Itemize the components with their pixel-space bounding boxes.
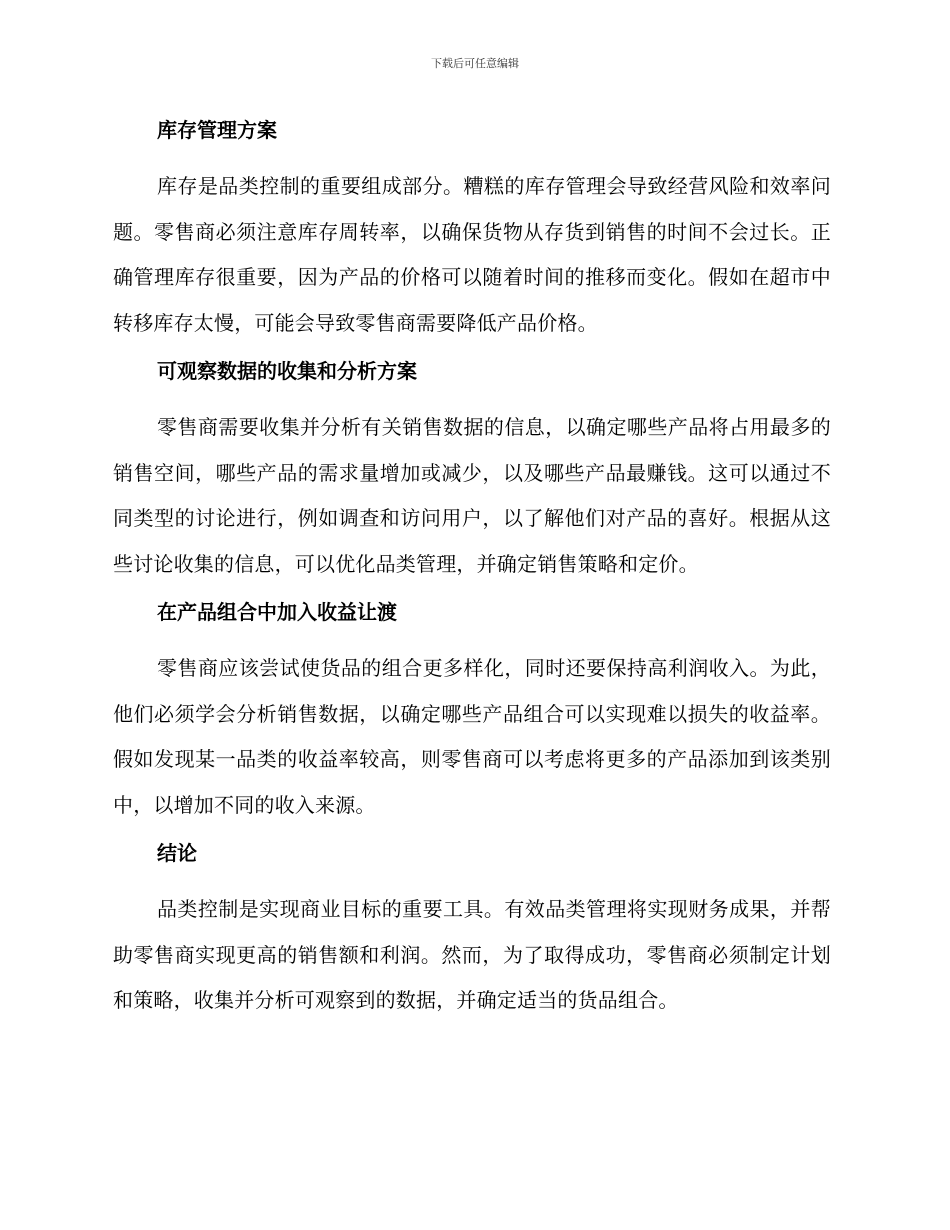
section-paragraph: 零售商需要收集并分析有关销售数据的信息，以确定哪些产品将占用最多的销售空间，哪些产品的需求量增加或减少，以及哪些产品最赚钱。这可以通过不同类型的讨论进行，例如调查和访问用户，以了解他们对产品的喜好。根据从这些讨论收集的信息，可以优化品类管理，并确定销售策略和定价。 [113,415,831,576]
section-heading: 库存管理方案 [157,118,277,142]
page-header: 下载后可任意编辑 [431,57,519,70]
section-data-analysis [113,354,831,587]
document-body [113,113,831,1032]
section-inventory [113,113,831,346]
section-heading: 可观察数据的收集和分析方案 [157,359,417,383]
section-conclusion [113,836,831,1024]
section-product-mix [113,595,831,828]
section-heading: 结论 [157,841,197,865]
section-paragraph: 品类控制是实现商业目标的重要工具。有效品类管理将实现财务成果，并帮助零售商实现更高的销售额和利润。然而，为了取得成功，零售商必须制定计划和策略，收集并分析可观察到的数据，并确定适当的货品组合。 [113,897,831,1012]
section-paragraph: 零售商应该尝试使货品的组合更多样化，同时还要保持高利润收入。为此，他们必须学会分析销售数据，以确定哪些产品组合可以实现难以损失的收益率。假如发现某一品类的收益率较高，则零售商可以考虑将更多的产品添加到该类别中，以增加不同的收入来源。 [113,656,831,817]
section-paragraph: 库存是品类控制的重要组成部分。糟糕的库存管理会导致经营风险和效率问题。零售商必须注意库存周转率，以确保货物从存货到销售的时间不会过长。正确管理库存很重要，因为产品的价格可以随着时间的推移而变化。假如在超市中转移库存太慢，可能会导致零售商需要降低产品价格。 [113,174,831,335]
section-heading: 在产品组合中加入收益让渡 [157,600,397,624]
